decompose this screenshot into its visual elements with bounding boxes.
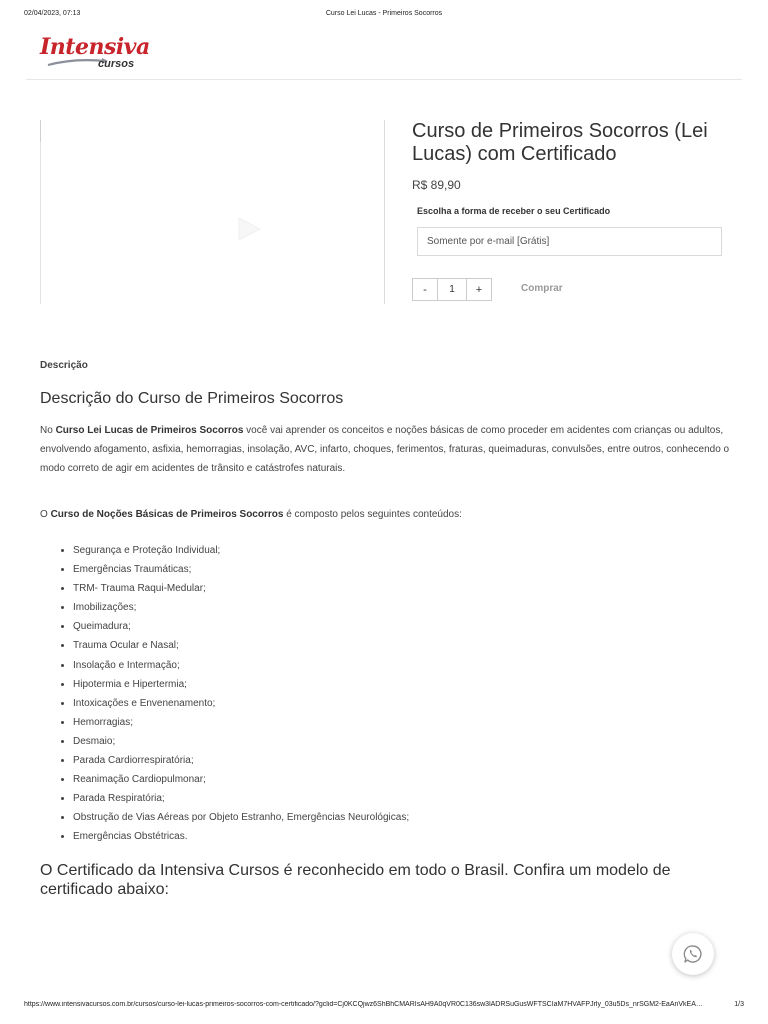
list-item: • Parada Cardiorrespiratória; [73, 751, 730, 770]
media-left-border [40, 120, 41, 304]
product-title: Curso de Primeiros Socorros (Lei Lucas) com Certificado [412, 120, 708, 165]
list-item: • Trauma Ocular e Nasal; [73, 636, 730, 655]
site-logo[interactable] [40, 34, 150, 72]
media-right-border [384, 120, 385, 304]
paragraph-bold-text: Curso Lei Lucas de Primeiros Socorros [55, 425, 244, 436]
product-price: R$ 89,90 [412, 178, 461, 192]
paragraph-text: você vai aprender os conceitos e noções básicas de como proceder em acidentes com crianças ou adultos, envolvendo afogamento, asfixia, hemorragias, insolação, AVC, infarto, choques, ferimentos, fraturas, queimaduras, convulsões, entre outros, conhecendo o modo correto de agir em acidentes de trânsito e catástrofes naturais. [40, 425, 730, 474]
list-item: • Desmaio; [73, 732, 730, 751]
list-item: • Emergências Obstétricas. [73, 827, 730, 846]
print-header [24, 10, 744, 22]
whatsapp-icon [683, 944, 703, 964]
list-item: • Imobilizações; [73, 598, 730, 617]
site-header [26, 30, 742, 80]
certificate-option-label: Escolha a forma de receber o seu Certificado [417, 206, 611, 216]
paragraph-text: No [40, 425, 56, 436]
description-title: Descrição do Curso de Primeiros Socorros [40, 390, 344, 407]
buy-button[interactable]: Comprar [521, 283, 563, 294]
print-url: https://www.intensivacursos.com.br/cursos/curso-lei-lucas-primeiros-socorros-com-certificado/?gclid=Cj0KCQjwz6ShBhCMARIsAH9A0qVR0C136sw3lADRSuGusWFTSCIaM7HVAFPJrly_03u5Ds_nrSGM2-EaAnVkEA… [24, 1001, 703, 1008]
quantity-stepper [412, 278, 492, 301]
list-item: • TRM- Trauma Raqui-Medular; [73, 579, 730, 598]
print-date: 02/04/2023, 07:13 [24, 10, 81, 17]
certificate-heading: O Certificado da Intensiva Cursos é reconhecido em todo o Brasil. Confira um modelo de certificado abaixo: [40, 861, 671, 898]
product-description [40, 360, 730, 899]
media-left-border-accent [40, 120, 41, 142]
course-topics-list [40, 541, 730, 847]
product-info [412, 120, 732, 296]
list-item: • Hipotermia e Hipertermia; [73, 675, 730, 694]
quantity-increase-button[interactable]: + [466, 278, 492, 301]
list-item: • Segurança e Proteção Individual; [73, 541, 730, 560]
print-page-number: 1/3 [734, 1001, 744, 1008]
paragraph-bold-text: Curso de Noções Básicas de Primeiros Socorros [50, 509, 284, 520]
logo-main-text: Intensiva [40, 34, 150, 60]
whatsapp-button[interactable] [672, 933, 714, 975]
logo-sub-text: cursos [98, 58, 135, 70]
list-item: • Hemorragias; [73, 713, 730, 732]
paragraph-text: O [40, 509, 51, 520]
description-paragraph [40, 421, 730, 478]
quantity-decrease-button[interactable]: - [412, 278, 438, 301]
list-item: • Emergências Traumáticas; [73, 560, 730, 579]
list-item: • Reanimação Cardiopulmonar; [73, 770, 730, 789]
list-item: • Queimadura; [73, 617, 730, 636]
play-icon[interactable] [236, 216, 262, 242]
certificate-option-select[interactable]: Somente por e-mail [Grátis] [417, 227, 722, 256]
contents-intro-paragraph [40, 505, 730, 524]
product-video[interactable] [40, 120, 385, 304]
list-item: • Parada Respiratória; [73, 789, 730, 808]
paragraph-text: é composto pelos seguintes conteúdos: [283, 509, 462, 520]
list-item: • Obstrução de Vias Aéreas por Objeto Estranho, Emergências Neurológicas; [73, 808, 730, 827]
print-doc-title: Curso Lei Lucas - Primeiros Socorros [325, 10, 443, 17]
quantity-input[interactable]: 1 [438, 278, 466, 301]
tab-description[interactable]: Descrição [40, 360, 88, 371]
list-item: • Insolação e Intermação; [73, 656, 730, 675]
print-footer [24, 1001, 744, 1013]
list-item: • Intoxicações e Envenenamento; [73, 694, 730, 713]
